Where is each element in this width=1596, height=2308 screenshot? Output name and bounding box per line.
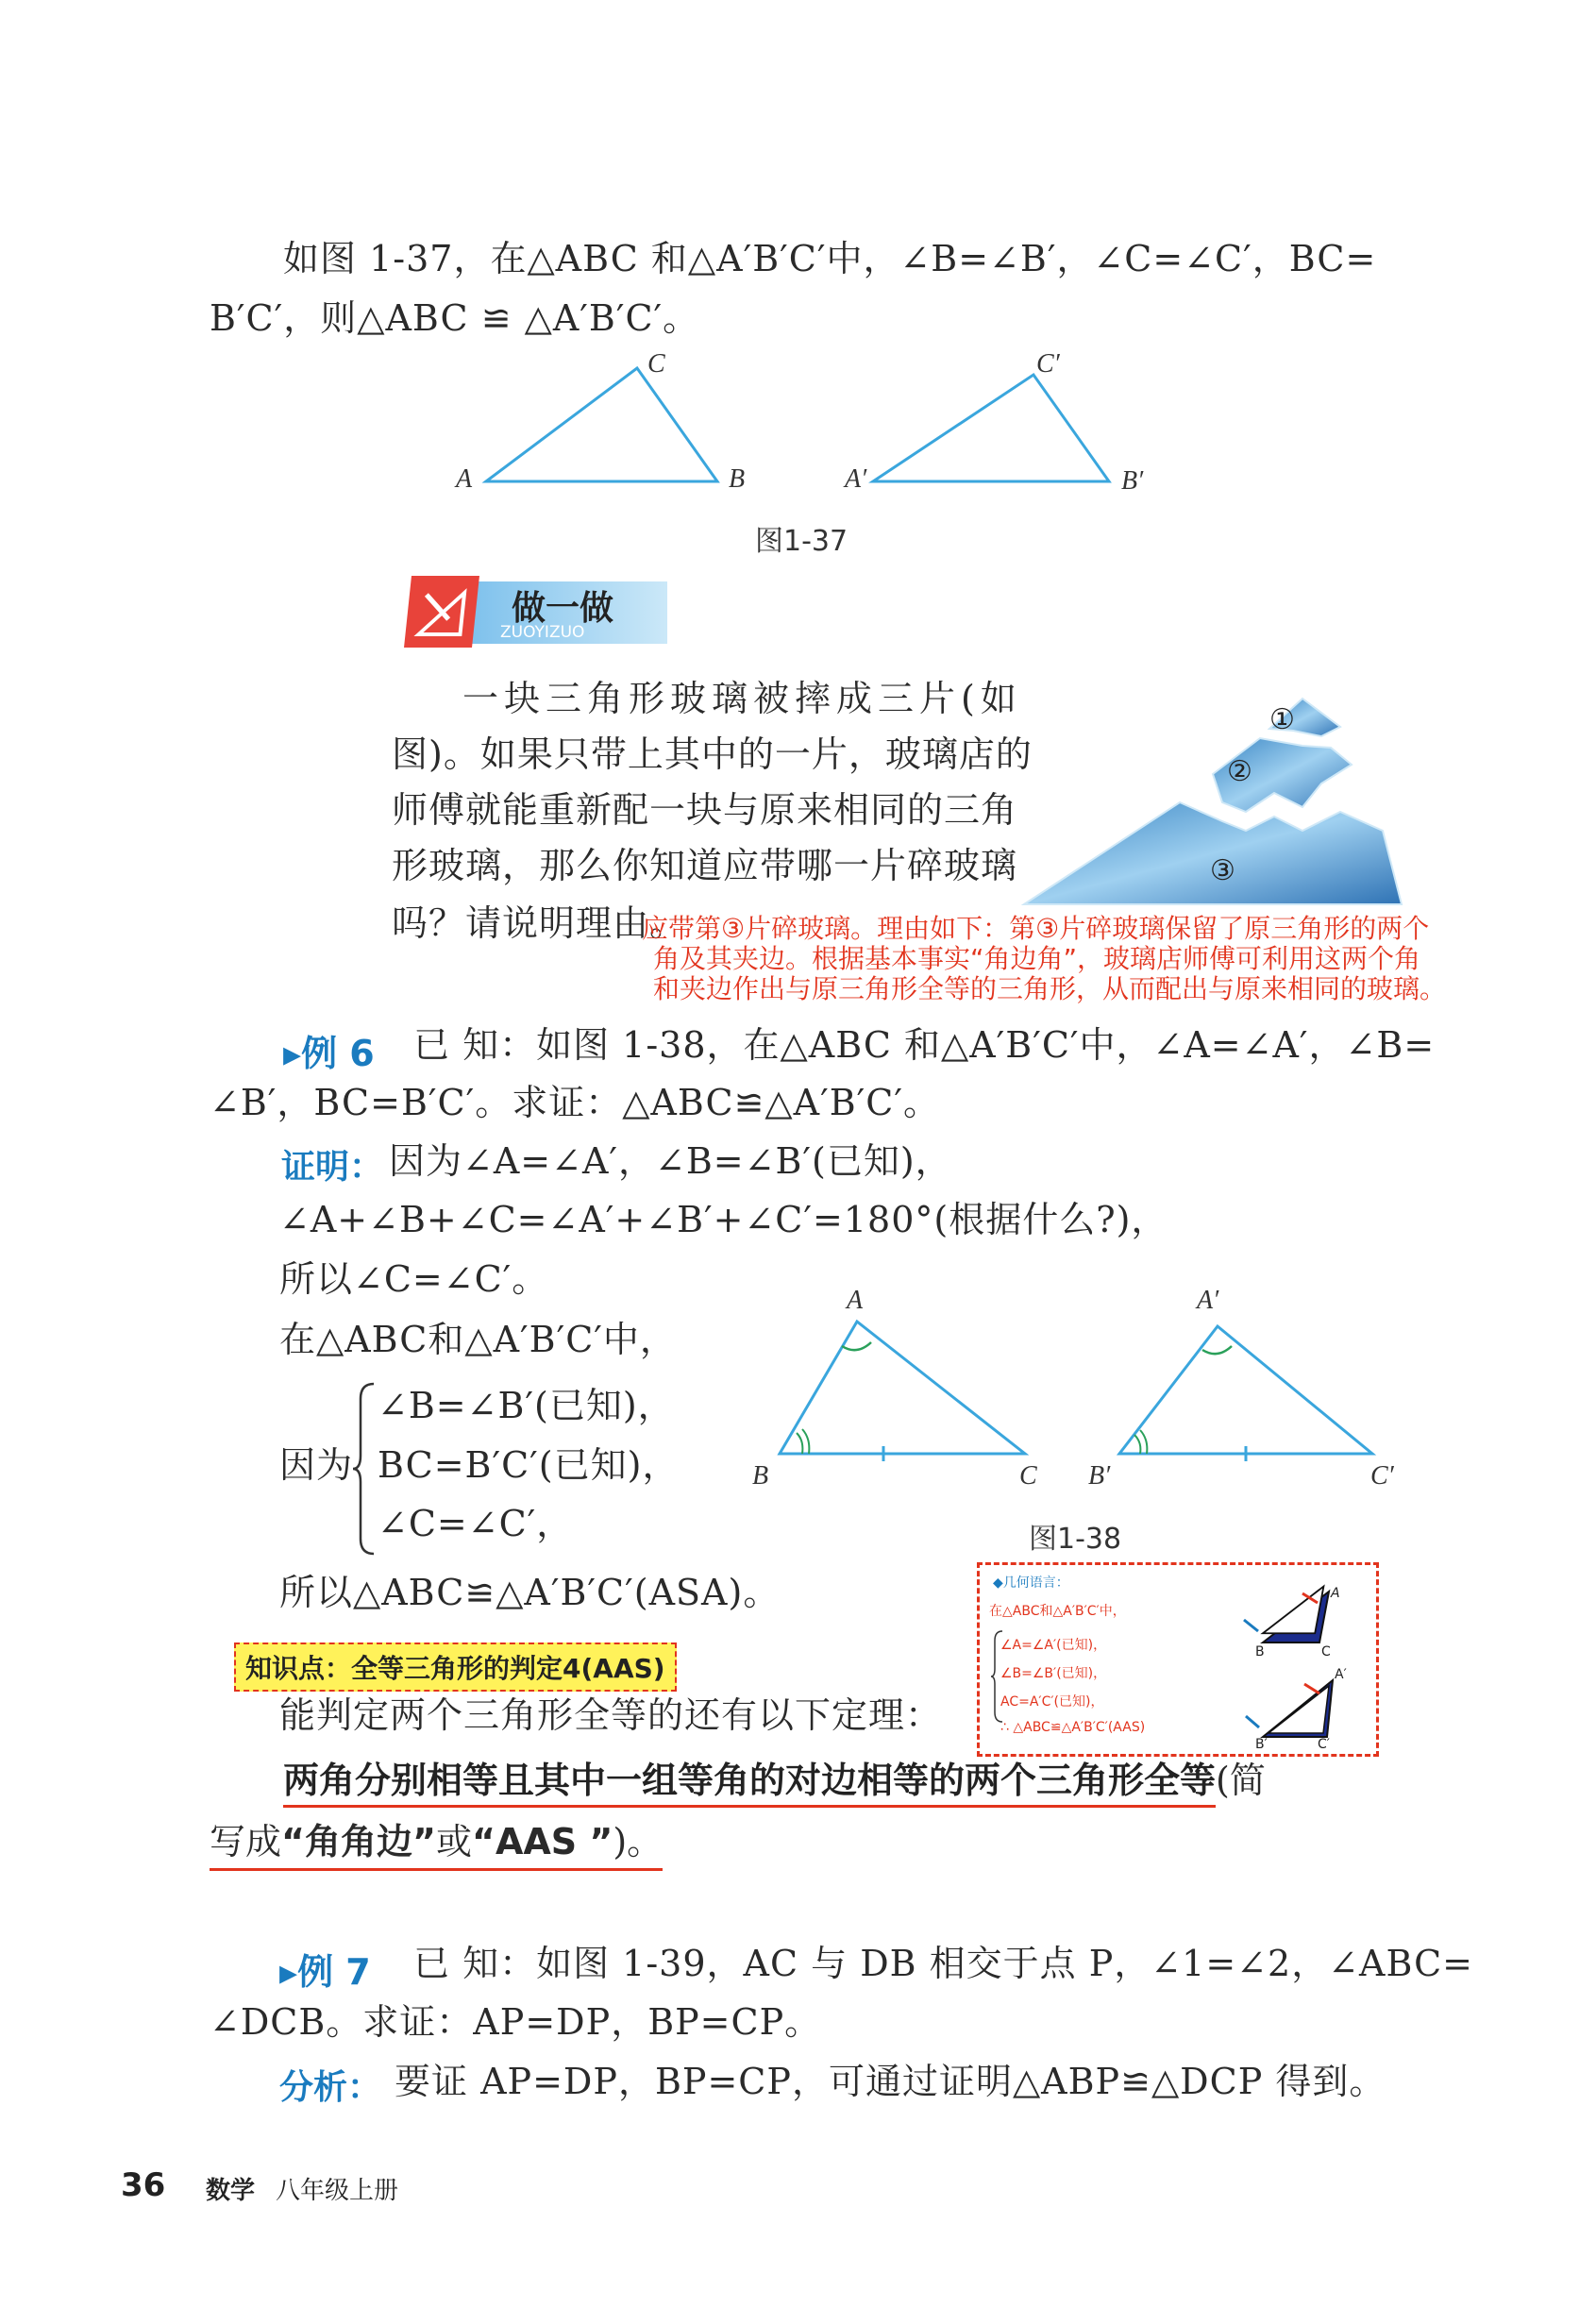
zuoyizuo-banner	[408, 576, 672, 649]
because-word: 因为	[279, 1444, 354, 1486]
example7-line-1: 已 知：如图 1-39，AC 与 DB 相交于点 P，∠1=∠2，∠ABC=	[413, 1943, 1474, 1984]
proof-line-3: 所以∠C=∠C′。	[279, 1258, 549, 1300]
brace-line-3: ∠C=∠C′，	[378, 1503, 574, 1544]
zuoyizuo-line-2: 图)。如果只带上其中的一片，玻璃店的	[392, 733, 1033, 775]
answer-line-1: 应带第③片碎玻璃。理由如下：第③片碎玻璃保留了原三角形的两个	[642, 913, 1430, 944]
answer-line-3: 和夹边作出与原三角形全等的三角形，从而配出与原来相同的玻璃。	[653, 973, 1447, 1004]
footer-grade: 八年级上册	[276, 2177, 399, 2205]
zuoyizuo-title: 做一做	[512, 589, 614, 628]
label-b-138: B	[752, 1461, 769, 1491]
piece-label-3: ③	[1210, 854, 1235, 887]
theorem-aas-line-1	[283, 1751, 1266, 1803]
geo-note-line-5: ∴ △ABC≌△A′B′C′(AAS)	[1000, 1720, 1146, 1735]
label-b-prime-138: B′	[1088, 1461, 1111, 1491]
label-a-138: A	[847, 1286, 864, 1315]
theorem-aas-short-1: “角角边”	[281, 1821, 436, 1862]
geo-note-title: ◆几何语言：	[993, 1575, 1069, 1591]
brace-line-1: ∠B=∠B′(已知)，	[378, 1385, 675, 1426]
label-c-prime-138: C′	[1370, 1461, 1394, 1491]
example7-line-2: ∠DCB。求证：AP=DP，BP=CP。	[210, 2001, 822, 2043]
label-b-prime: B′	[1121, 466, 1144, 496]
proof-line-4: 在△ABC和△A′B′C′中，	[279, 1319, 677, 1360]
answer-line-2: 角及其夹边。根据基本事实“角边角”，玻璃店师傅可利用这两个角	[653, 943, 1421, 974]
theorem-line-2: B′C′，则△ABC ≌ △A′B′C′。	[210, 297, 700, 339]
theorem-aas-line2-c: 或	[435, 1821, 472, 1862]
label-a-prime-138: A′	[1197, 1286, 1219, 1315]
zuoyizuo-pinyin: ZUOYIZUO	[500, 623, 585, 642]
page-number: 36	[121, 2166, 166, 2204]
knowledge-point-tag: 知识点：全等三角形的判定4(AAS)	[234, 1643, 677, 1692]
theorem-aas-bold: 两角分别相等且其中一组等角的对边相等的两个三角形全等	[283, 1760, 1216, 1808]
theorem-aas-line2-e: )。	[613, 1821, 664, 1862]
label-b: B	[729, 464, 746, 494]
geo-note-line-4: AC=A′C′(已知)，	[1000, 1694, 1104, 1710]
label-a: A	[456, 464, 473, 494]
analysis-line: 要证 AP=DP，BP=CP，可通过证明△ABP≌△DCP 得到。	[395, 2061, 1386, 2102]
piece-label-2: ②	[1227, 755, 1252, 788]
zuoyizuo-line-5: 吗？请说明理由。	[392, 902, 687, 944]
zuoyizuo-line-4: 形玻璃，那么你知道应带哪一片碎玻璃	[392, 845, 1018, 886]
example6-line-2: ∠B′，BC=B′C′。求证：△ABC≌△A′B′C′。	[210, 1082, 940, 1123]
proof-label: 证明：	[281, 1148, 384, 1187]
theorem-line-1: 如图 1-37，在△ABC 和△A′B′C′中，∠B=∠B′，∠C=∠C′，BC=	[283, 238, 1377, 279]
geo-label-c: C	[1321, 1644, 1331, 1659]
geo-note-line-1: 在△ABC和△A′B′C′中，	[989, 1604, 1126, 1619]
footer-subject: 数学	[206, 2177, 256, 2205]
triangle-a-prime	[873, 375, 1109, 481]
theorem-aas-line2-a: 写成	[210, 1821, 282, 1862]
figure-1-38	[736, 1284, 1416, 1473]
example7-tag: ▸例 7	[279, 1951, 371, 1993]
conclusion-line: 所以△ABC≌△A′B′C′(ASA)。	[279, 1572, 781, 1613]
geo-note-brace	[991, 1629, 1004, 1724]
fig-1-38-caption: 图1-38	[1029, 1523, 1122, 1556]
proof-line-2: ∠A+∠B+∠C=∠A′+∠B′+∠C′=180°(根据什么?)，	[279, 1199, 1168, 1240]
geo-note-line-3: ∠B=∠B′(已知)，	[1000, 1666, 1107, 1681]
example6-tag: ▸例 6	[283, 1033, 375, 1074]
geo-label-b: B	[1255, 1644, 1265, 1659]
zuoyizuo-line-1: 一块三角形玻璃被摔成三片(如	[462, 678, 1022, 719]
triangle-abc-138	[780, 1322, 1025, 1454]
geo-label-a: A	[1331, 1586, 1340, 1601]
zuoyizuo-line-3: 师傅就能重新配一块与原来相同的三角	[392, 789, 1018, 831]
triangle-a-prime-138	[1119, 1326, 1372, 1454]
piece-label-1: ①	[1269, 703, 1295, 736]
label-c: C	[647, 349, 665, 379]
geometry-language-note	[977, 1562, 1379, 1757]
theorem-aas-short-2: “AAS ”	[471, 1821, 613, 1862]
label-a-prime: A′	[845, 464, 867, 494]
geo-note-line-2: ∠A=∠A′(已知)，	[1000, 1638, 1107, 1653]
theorem-aas-line-2	[210, 1812, 663, 1871]
geo-label-a-prime: A′	[1335, 1667, 1347, 1682]
fig-1-37-caption: 图1-37	[755, 525, 848, 558]
proof-line-1: 因为∠A=∠A′，∠B=∠B′(已知)，	[389, 1140, 952, 1182]
ruler-icon	[404, 576, 479, 648]
label-c-prime: C′	[1036, 349, 1060, 379]
triangle-abc	[486, 368, 717, 481]
glass-piece-3	[1024, 802, 1402, 904]
answer-note	[642, 914, 1446, 1004]
theorem-aas-tail: (简	[1216, 1760, 1266, 1801]
knowledge-intro: 能判定两个三角形全等的还有以下定理：	[279, 1694, 943, 1736]
geo-label-b-prime: B′	[1255, 1737, 1268, 1752]
analysis-label: 分析：	[279, 2068, 382, 2107]
brace-line-2: BC=B′C′(已知)，	[378, 1444, 680, 1486]
brace	[351, 1380, 379, 1558]
geo-label-c-prime: C′	[1318, 1737, 1330, 1752]
example6-line-1: 已 知：如图 1-38，在△ABC 和△A′B′C′中，∠A=∠A′，∠B=	[413, 1024, 1436, 1066]
geo-note-figure	[1216, 1575, 1371, 1749]
label-c-138: C	[1019, 1461, 1037, 1491]
